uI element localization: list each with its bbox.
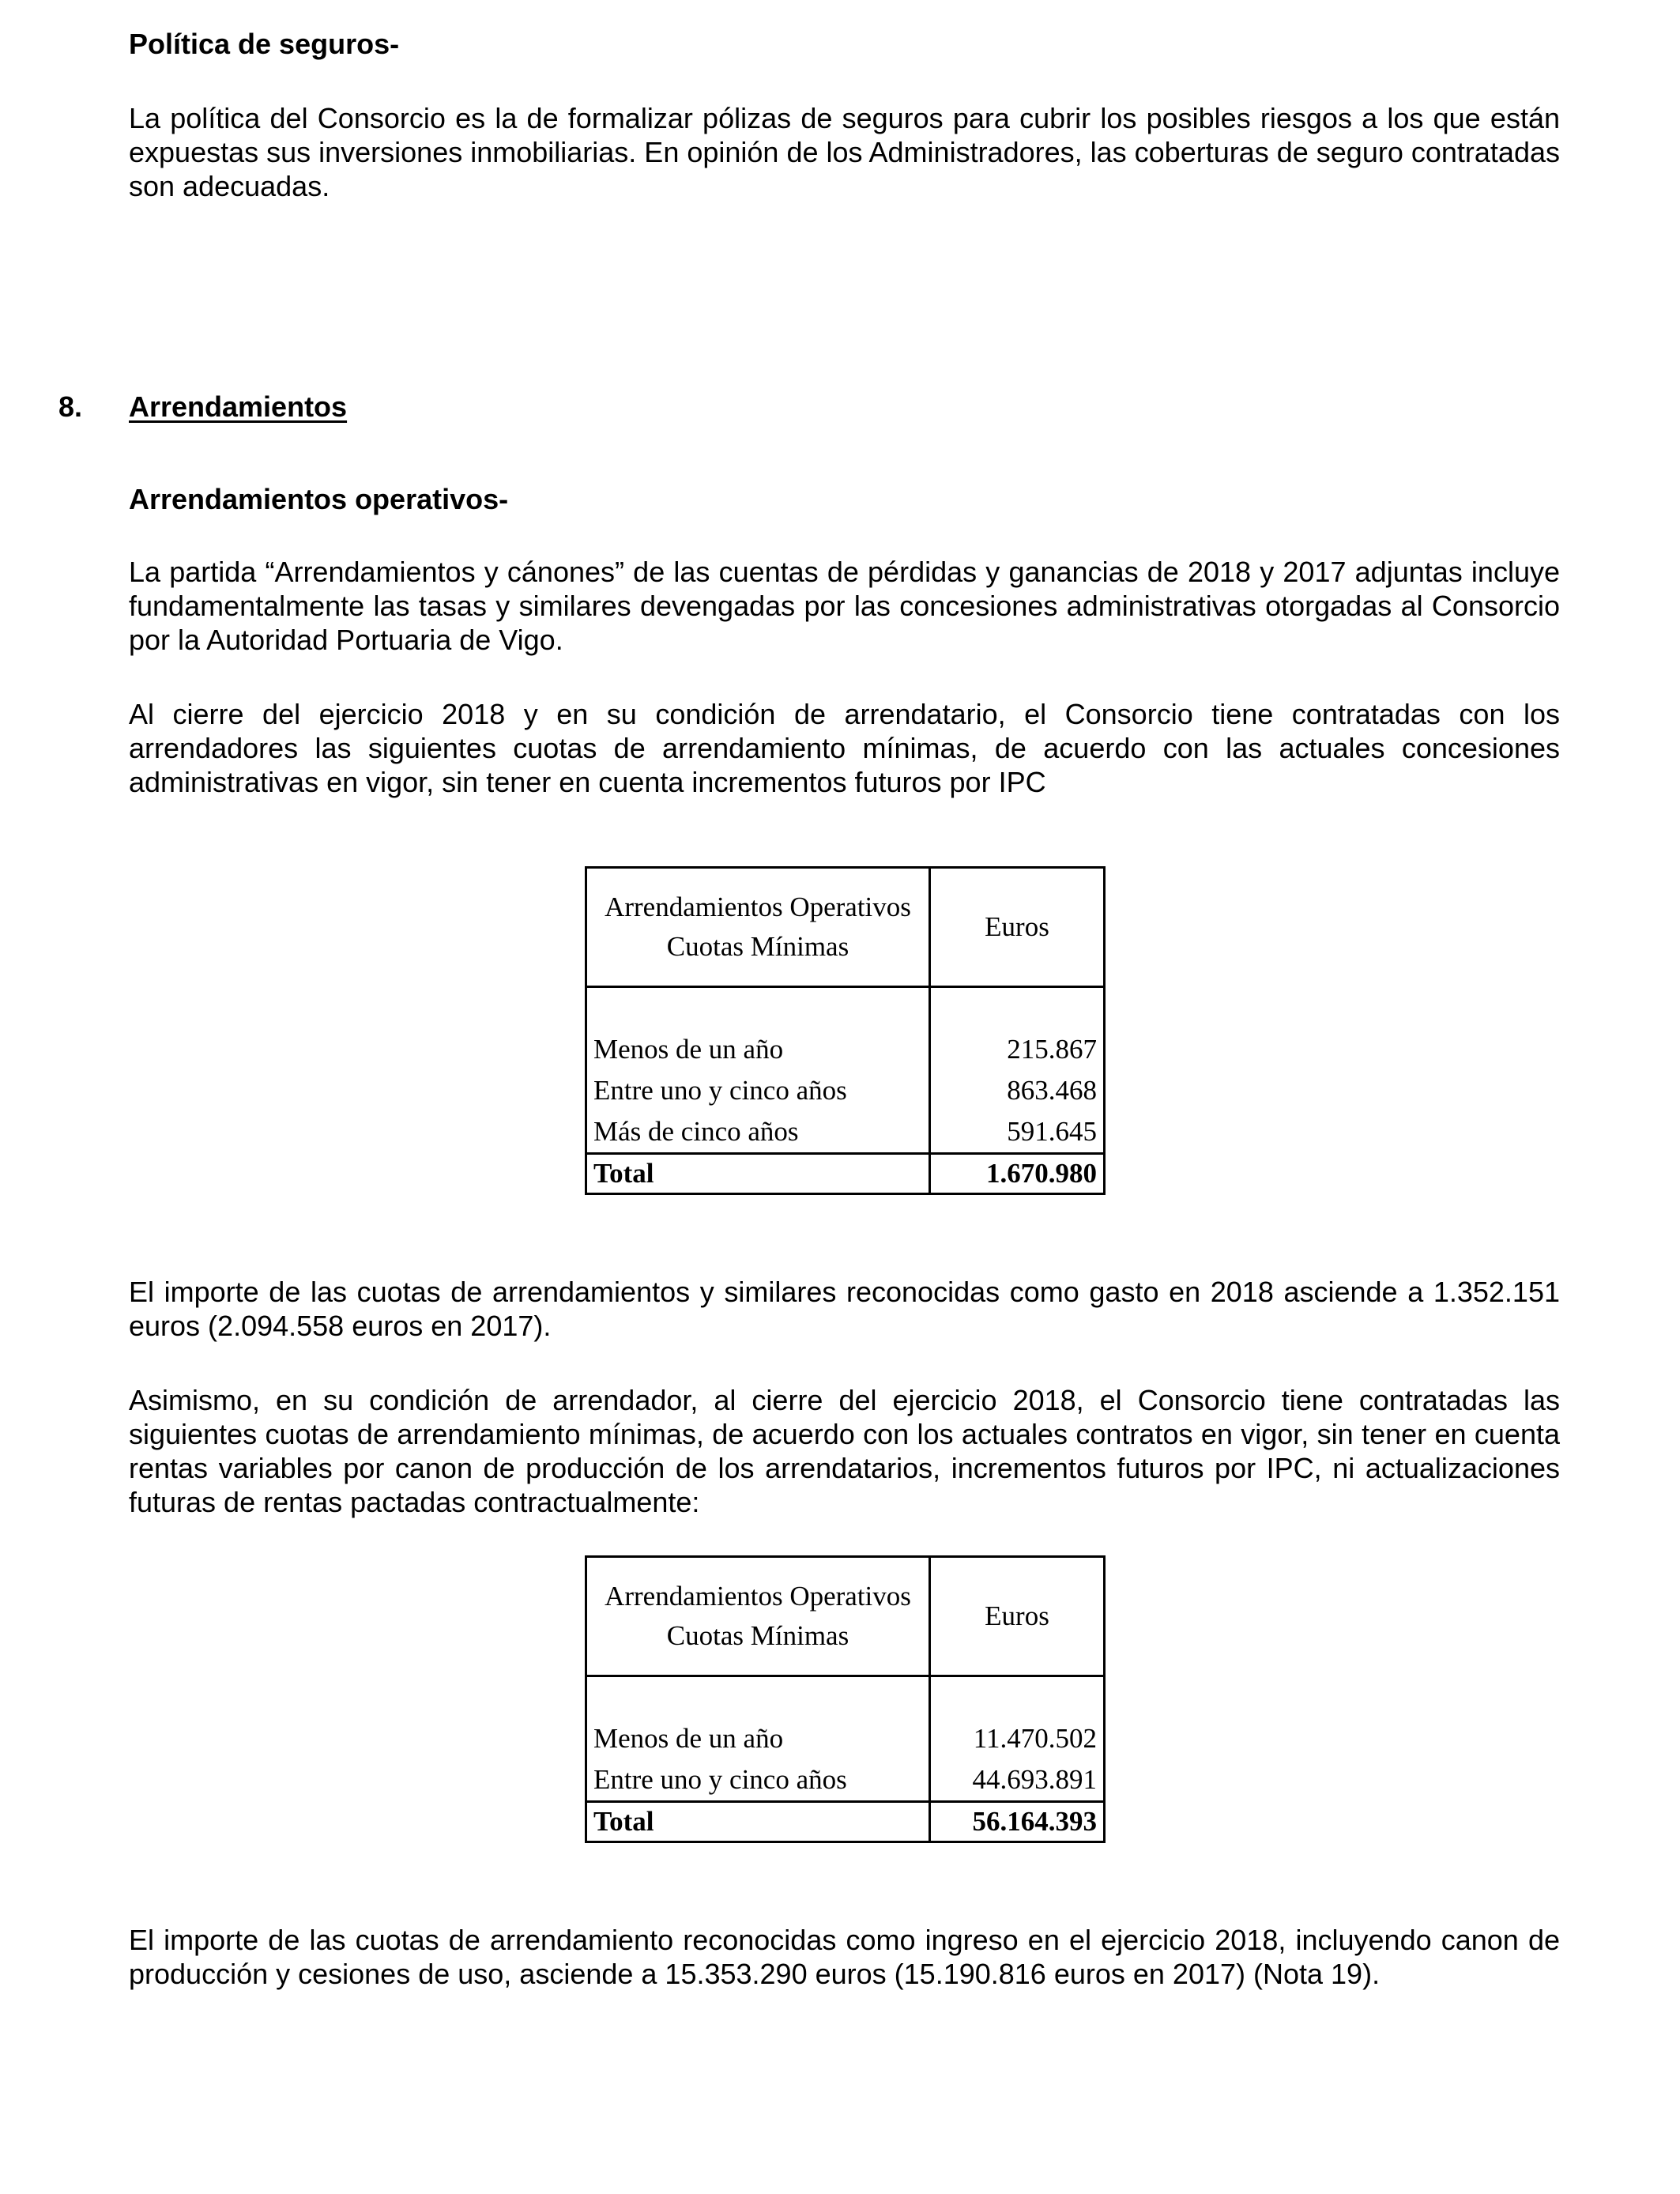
table-row	[586, 1070, 1105, 1111]
row-label: Más de cinco años	[586, 1111, 930, 1154]
row-label: Entre uno y cinco años	[586, 1759, 930, 1802]
insurance-heading: Política de seguros-	[129, 28, 400, 60]
table-row	[586, 1718, 1105, 1759]
table-header-line-1: Arrendamientos Operativos	[605, 892, 911, 922]
operating-leases-heading: Arrendamientos operativos-	[129, 483, 509, 515]
total-label: Total	[586, 1154, 930, 1194]
table-spacer-row	[586, 1676, 1105, 1719]
row-value: 863.468	[930, 1070, 1105, 1111]
row-value: 591.645	[930, 1111, 1105, 1154]
table-header-row	[586, 868, 1105, 987]
table-header-line-2: Cuotas Mínimas	[666, 1620, 849, 1651]
row-label: Menos de un año	[586, 1029, 930, 1070]
table-row	[586, 1759, 1105, 1802]
insurance-paragraph: La política del Consorcio es la de formalizar pólizas de seguros para cubrir los posibles riesgos a los que están expuestas sus inversiones inmobiliarias. En opinión de los Administradores, las coberturas de seguro contratadas son adecuadas.	[129, 102, 1560, 202]
expense-paragraph: El importe de las cuotas de arrendamientos y similares reconocidas como gasto en 2018 asciende a 1.352.151 euros (2.094.558 euros en 2017).	[129, 1276, 1560, 1342]
row-value: 215.867	[930, 1029, 1105, 1070]
section-title: Arrendamientos	[129, 390, 348, 423]
income-paragraph: El importe de las cuotas de arrendamiento reconocidas como ingreso en el ejercicio 2018, incluyendo canon de producción y cesiones de uso, asciende a 15.353.290 euros (15.190.816 euros en 2017) (Nota 19).	[129, 1924, 1560, 1990]
lessee-minimum-payments-table	[585, 866, 1106, 1195]
total-label: Total	[586, 1802, 930, 1842]
table-row	[586, 1029, 1105, 1070]
table-spacer-row	[586, 987, 1105, 1030]
table-row	[586, 1111, 1105, 1154]
row-value: 11.470.502	[930, 1718, 1105, 1759]
table-header-euros: Euros	[930, 1557, 1105, 1676]
operating-paragraph-1: La partida “Arrendamientos y cánones” de las cuentas de pérdidas y ganancias de 2018 y 2017 adjuntas incluye fundamentalmente las tasas y similares devengadas por las concesiones administrativas otorgadas al Consorcio por la Autoridad Portuaria de Vigo.	[129, 556, 1560, 656]
table-header-euros: Euros	[930, 868, 1105, 987]
row-value: 44.693.891	[930, 1759, 1105, 1802]
row-label: Entre uno y cinco años	[586, 1070, 930, 1111]
table-header-line-1: Arrendamientos Operativos	[605, 1581, 911, 1612]
table-header-row	[586, 1557, 1105, 1676]
lessor-paragraph: Asimismo, en su condición de arrendador, al cierre del ejercicio 2018, el Consorcio tiene contratadas las siguientes cuotas de arrendamiento mínimas, de acuerdo con los actuales contratos en vigor, sin tener en cuenta rentas variables por canon de producción de los arrendatarios, incrementos futuros por IPC, ni actualizaciones futuras de rentas pactadas contractualmente:	[129, 1384, 1560, 1518]
section-number: 8.	[58, 390, 83, 423]
table-total-row	[586, 1154, 1105, 1194]
table-total-row	[586, 1802, 1105, 1842]
table-header-concept	[586, 868, 930, 987]
lessor-minimum-payments-table	[585, 1555, 1106, 1843]
row-label: Menos de un año	[586, 1718, 930, 1759]
table-header-line-2: Cuotas Mínimas	[666, 931, 849, 962]
operating-paragraph-2: Al cierre del ejercicio 2018 y en su condición de arrendatario, el Consorcio tiene contratadas con los arrendadores las siguientes cuotas de arrendamiento mínimas, de acuerdo con las actuales concesiones administrativas en vigor, sin tener en cuenta incrementos futuros por IPC	[129, 698, 1560, 798]
table-header-concept	[586, 1557, 930, 1676]
total-value: 56.164.393	[930, 1802, 1105, 1842]
section-heading	[58, 390, 347, 424]
total-value: 1.670.980	[930, 1154, 1105, 1194]
